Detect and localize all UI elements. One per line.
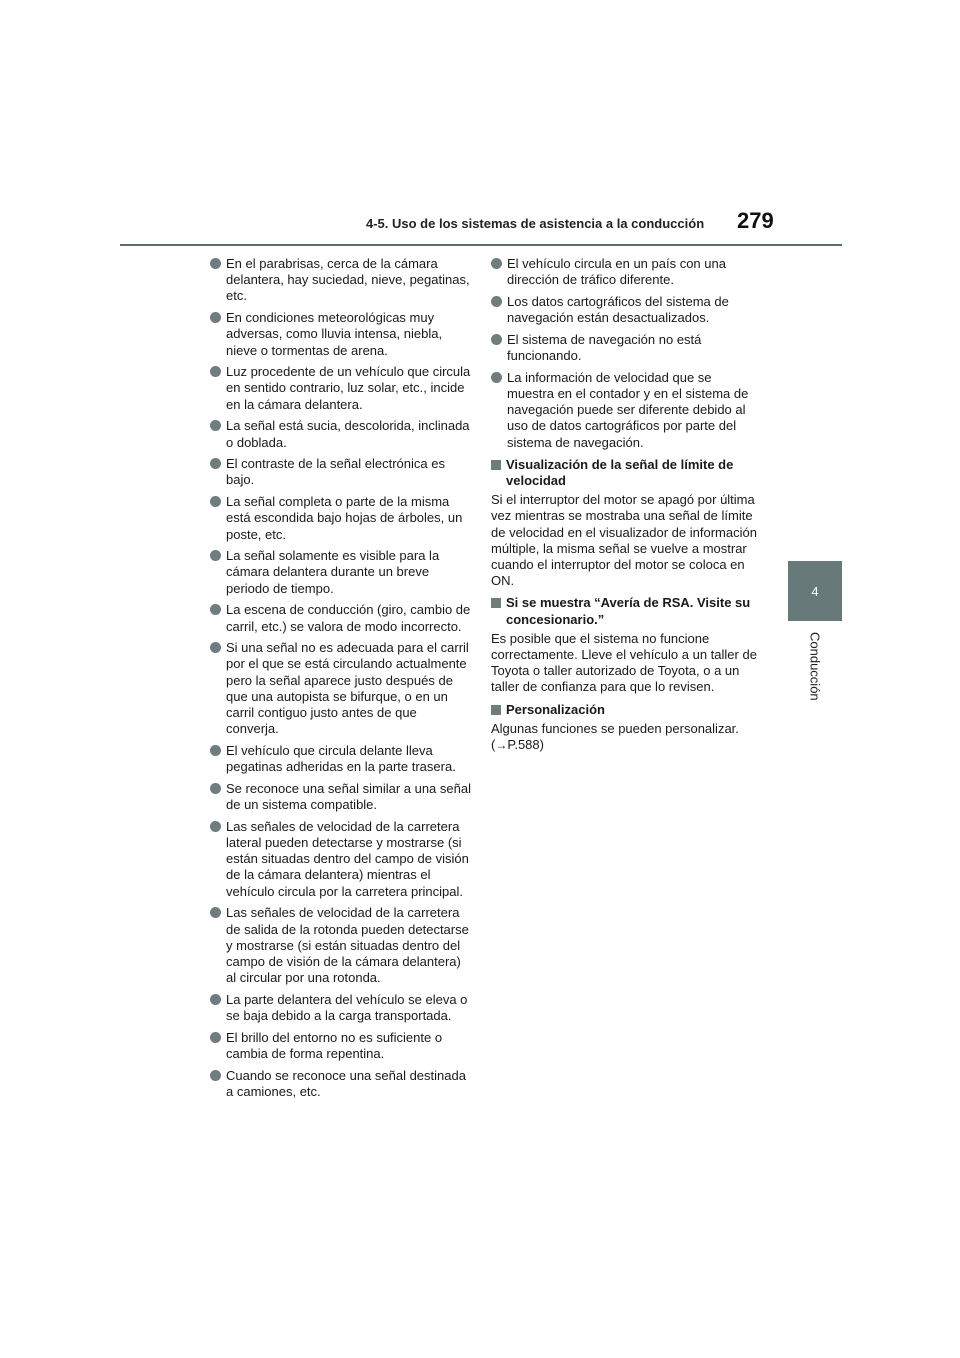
- bullet-text: El contraste de la señal electrónica es bajo.: [226, 456, 445, 488]
- section-heading-text: Visualización de la señal de límite de velocidad: [506, 456, 734, 488]
- bullet-text: Se reconoce una señal similar a una señal de un sistema compatible.: [226, 780, 471, 813]
- bullet-icon: [210, 312, 221, 323]
- bullet-icon: [210, 907, 221, 918]
- bullet-icon: [210, 821, 221, 832]
- bullet-icon: [491, 334, 502, 345]
- square-bullet-icon: [491, 705, 501, 715]
- bullet-icon: [210, 783, 221, 794]
- bullet-text: En el parabrisas, cerca de la cámara delantera, hay suciedad, nieve, pegatinas, etc.: [226, 256, 470, 304]
- list-item: [491, 294, 759, 326]
- section-heading-text: Personalización: [506, 701, 605, 717]
- header-divider: [120, 244, 842, 246]
- chapter-tab[interactable]: [788, 561, 842, 621]
- arrow-right-icon: →: [495, 737, 508, 752]
- bullet-text: La parte delantera del vehículo se eleva o se baja debido a la carga transportada.: [226, 991, 468, 1024]
- bullet-text: La señal completa o parte de la misma está escondida bajo hojas de árboles, un poste, etc.: [226, 494, 463, 542]
- section-body: Si el interruptor del motor se apagó por última vez mientras se mostraba una señal de límite de velocidad en el visualizador de información múltiple, la misma señal se vuelve a mostrar cuando el interruptor del motor se coloca en ON.: [491, 492, 757, 589]
- bullet-icon: [210, 550, 221, 561]
- chapter-label-text: Conducción: [807, 632, 823, 701]
- section-heading: [491, 595, 759, 627]
- bullet-text: Las señales de velocidad de la carretera lateral pueden detectarse y mostrarse (si están situadas dentro del campo de visión de la cámara delantera) mientras el vehículo circula por la carretera principal.: [226, 818, 469, 899]
- bullet-text: El sistema de navegación no está funcionando.: [507, 331, 702, 364]
- bullet-icon: [491, 258, 502, 269]
- list-item: [210, 256, 472, 305]
- chapter-label: [788, 632, 842, 712]
- bullet-text: La información de velocidad que se muestra en el contador y en el sistema de navegación puede ser diferente debido al uso de datos cartográficos por parte del sistema de navegación.: [507, 369, 749, 450]
- bullet-text: Si una señal no es adecuada para el carril por el que se está circulando actualmente pero la señal aparece justo después de que una autopista se bifurque, o en un carril contiguo justo antes de que converja.: [226, 640, 469, 737]
- list-item: [210, 548, 472, 597]
- bullet-icon: [210, 496, 221, 507]
- section-heading: [491, 457, 759, 489]
- ref-open: (: [491, 736, 496, 752]
- list-item: [210, 781, 472, 813]
- left-column: [210, 256, 472, 1106]
- list-item: [491, 370, 759, 451]
- chapter-number: 4: [811, 583, 819, 599]
- list-item: [210, 992, 472, 1024]
- bullet-text: El vehículo que circula delante lleva pegatinas adheridas en la parte trasera.: [226, 742, 456, 775]
- bullet-icon: [210, 604, 221, 615]
- right-bullet-list: [491, 256, 759, 451]
- list-item: [210, 364, 472, 413]
- list-item: [210, 494, 472, 543]
- bullet-icon: [491, 372, 502, 383]
- page-reference-link[interactable]: [491, 737, 544, 752]
- ref-page: P.588): [507, 736, 544, 752]
- bullet-text: Las señales de velocidad de la carretera de salida de la rotonda pueden detectarse y mostrarse (si están situadas dentro del campo de visión de la cámara delantera) al circular por una rotonda.: [226, 905, 469, 986]
- bullet-text: En condiciones meteorológicas muy adversas, como lluvia intensa, niebla, nieve o tormentas de arena.: [226, 310, 443, 358]
- list-item: [210, 905, 472, 986]
- square-bullet-icon: [491, 598, 501, 608]
- bullet-icon: [210, 458, 221, 469]
- bullet-text: El brillo del entorno no es suficiente o cambia de forma repentina.: [226, 1029, 443, 1061]
- list-item: [210, 602, 472, 634]
- section-body-text: Algunas funciones se pueden personalizar.: [491, 720, 739, 736]
- list-item: [491, 256, 759, 288]
- list-item: [210, 743, 472, 775]
- bullet-icon: [210, 420, 221, 431]
- bullet-icon: [210, 994, 221, 1005]
- bullet-text: El vehículo circula en un país con una dirección de tráfico diferente.: [507, 256, 726, 288]
- bullet-text: Luz procedente de un vehículo que circula en sentido contrario, luz solar, etc., incide en la cámara delantera.: [226, 364, 471, 412]
- section-heading: [491, 702, 759, 718]
- bullet-text: Los datos cartográficos del sistema de navegación están desactualizados.: [507, 293, 729, 326]
- list-item: [210, 456, 472, 488]
- list-item: [210, 310, 472, 359]
- list-item: [210, 640, 472, 737]
- bullet-text: La señal solamente es visible para la cámara delantera durante un breve periodo de tiempo.: [226, 548, 440, 596]
- page-number: 279: [737, 208, 774, 233]
- bullet-icon: [210, 258, 221, 269]
- bullet-icon: [491, 296, 502, 307]
- bullet-text: La señal está sucia, descolorida, inclinada o doblada.: [226, 418, 470, 450]
- bullet-icon: [210, 642, 221, 653]
- section-heading-text: Si se muestra “Avería de RSA. Visite su concesionario.”: [506, 595, 751, 627]
- bullet-icon: [210, 1032, 221, 1043]
- bullet-icon: [210, 366, 221, 377]
- section-title: 4-5. Uso de los sistemas de asistencia a la conducción: [366, 216, 705, 231]
- list-item: [210, 1068, 472, 1100]
- bullet-text: Cuando se reconoce una señal destinada a camiones, etc.: [226, 1067, 466, 1099]
- bullet-icon: [210, 745, 221, 756]
- bullet-text: La escena de conducción (giro, cambio de carril, etc.) se valora de modo incorrecto.: [226, 602, 471, 634]
- section-body: [491, 721, 759, 753]
- list-item: [210, 819, 472, 900]
- section-body: Es posible que el sistema no funcione correctamente. Lleve el vehículo a un taller de Toyota o taller autorizado de Toyota, o a un taller de confianza para que lo revisen.: [491, 630, 757, 695]
- list-item: [210, 1030, 472, 1062]
- list-item: [210, 418, 472, 450]
- square-bullet-icon: [491, 460, 501, 470]
- left-bullet-list: [210, 256, 472, 1100]
- bullet-icon: [210, 1070, 221, 1081]
- list-item: [491, 332, 759, 364]
- right-column: [491, 256, 759, 759]
